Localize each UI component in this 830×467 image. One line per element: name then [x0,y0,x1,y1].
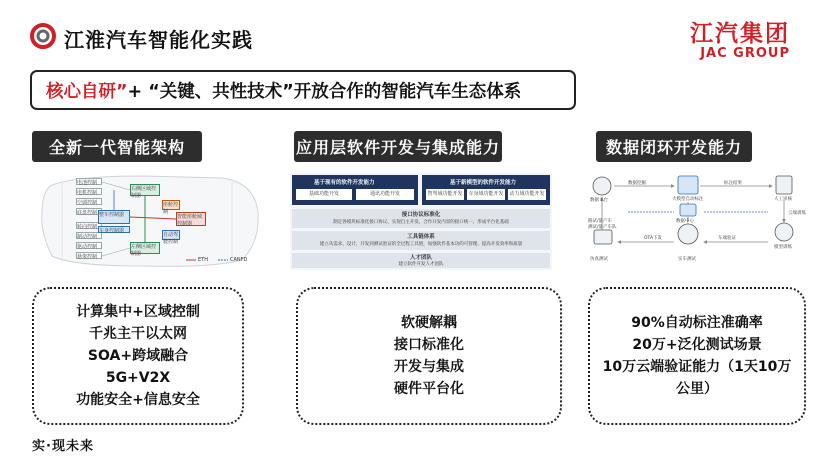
jac-circle-logo-icon [30,23,56,49]
bullet-item: 90%自动标注准确率 [631,315,763,331]
bullet-item: 功能安全+信息安全 [76,392,200,408]
brand-name-cn: 江汽集团 [690,21,790,47]
arch-legend-canfd: CANFD [230,257,248,263]
arch-left-box: 电池控制 [76,178,102,185]
arch-left-box: 制动控制 [76,232,102,239]
dataloop-node: 模型训练 [774,245,792,250]
soft-layer-3-title: 人才团队 [409,255,432,261]
dataloop-node: 标注结果 [724,181,742,186]
banner-text: + “关键、共性技术”开放合作的智能汽车生态体系 [127,81,522,102]
soft-layer-2-text: 建立从需求、设计、开发到测试验证的全过程工具链，加强软件基本功的可管理、提高开发效率和质量 [319,242,523,247]
bullet-item: 软硬解耦 [401,315,457,331]
bullet-item: 20万+泛化测试场景 [632,337,762,353]
bullets-software [296,287,562,425]
soft-layer-2-title: 工具链体系 [407,234,435,240]
soft-top-right-box: 车身域功能开发 [467,189,505,200]
strategy-banner [30,70,576,110]
soft-top-left-box: 通讯功能开发 [356,189,414,200]
dataloop-node: 数据中心 [676,219,694,224]
arch-legend-eth: ETH [198,257,208,263]
arch-center-box: 左侧区域控制器 [130,242,160,254]
bullets-dataloop [588,287,806,425]
bullet-item: 开发与集成 [394,359,464,375]
bullet-item: 接口标准化 [394,337,464,353]
arch-right-box: 自动驾驶控制 [163,232,179,245]
dataloop-node: 大模型自动标注 [672,197,704,202]
bullet-item: 10万云端验证能力（1天10万 [602,359,792,375]
data-loop-diagram [588,172,810,270]
arch-left-box: 电机控制 [76,188,102,195]
bullet-item: 5G+V2X [105,370,171,386]
soft-top-left-box: 基础功能开发 [296,189,352,200]
dataloop-node: 路试/量产车 [588,219,613,224]
section-title-architecture: 全新一代智能架构 [32,131,202,162]
bullet-item: 计算集中+区域控制 [76,304,200,320]
bullet-item: SOA+跨域融合 [87,348,189,364]
dataloop-node: 云端训练 [788,211,806,216]
dataloop-node: OTA下发 [644,236,663,241]
software-architecture-diagram [290,173,552,270]
page-title: 江淮汽车智能化实践 [64,28,253,52]
dataloop-node: 数据挖掘 [628,181,646,186]
section-title-dataloop: 数据闭环开发能力 [596,131,752,162]
dataloop-node: 实车测试 [678,257,696,262]
footer-slogan: 实·现未来 [32,439,94,454]
bullet-item: 千兆主干以太网 [89,326,187,342]
soft-layer-1-title: 接口协议标准化 [401,212,441,218]
section-title-software: 应用层软件开发与集成能力 [294,131,502,162]
soft-top-right-box: 动力域功能开发 [508,189,546,200]
dataloop-node: 人工审核 [774,197,792,202]
soft-layer-1-text: 制定各模块标准化接口协议、实现自主开发、合作开发内容的接口统一、形成平台化基础 [333,220,509,225]
arch-center-box: 右侧区域控制器 [130,184,160,196]
dataloop-node: 车端验证 [718,236,736,241]
bullets-architecture [32,287,244,425]
dataloop-node: 数据平台 [590,198,608,203]
arch-left-box: 驱动控制 [76,242,102,249]
arch-center-box: 车身控制器 [98,226,130,233]
soft-layer-3-text: 建立软件开发人才团队 [398,262,444,267]
arch-left-box: 空调控制 [76,198,102,205]
banner-highlight: 核心自研” [46,81,128,102]
bullet-item: 硬件平台化 [394,381,464,397]
arch-right-box: 座舱控制 [163,202,179,215]
arch-left-box: 底盘控制 [76,208,102,215]
soft-top-left-head: 基于现有的软件开发能力 [314,180,375,186]
brand-logo [690,22,790,61]
arch-left-box: 转向控制 [76,222,102,229]
architecture-diagram [32,172,262,270]
dataloop-node: 测试/量产车队 [588,225,617,230]
arch-center-box: 整车控制器 [98,210,130,224]
arch-center-box: 智能座舱域控制器 [176,212,206,226]
arch-left-box: 悬架控制 [76,252,102,259]
soft-top-right-head: 基于新模型的软件开发能力 [450,180,517,186]
soft-top-right-box: 智驾域功能开发 [426,189,464,200]
brand-name-en: JAC GROUP [700,46,790,61]
dataloop-node: 仿真测试 [590,257,608,262]
bullet-item: 公里） [676,381,718,397]
